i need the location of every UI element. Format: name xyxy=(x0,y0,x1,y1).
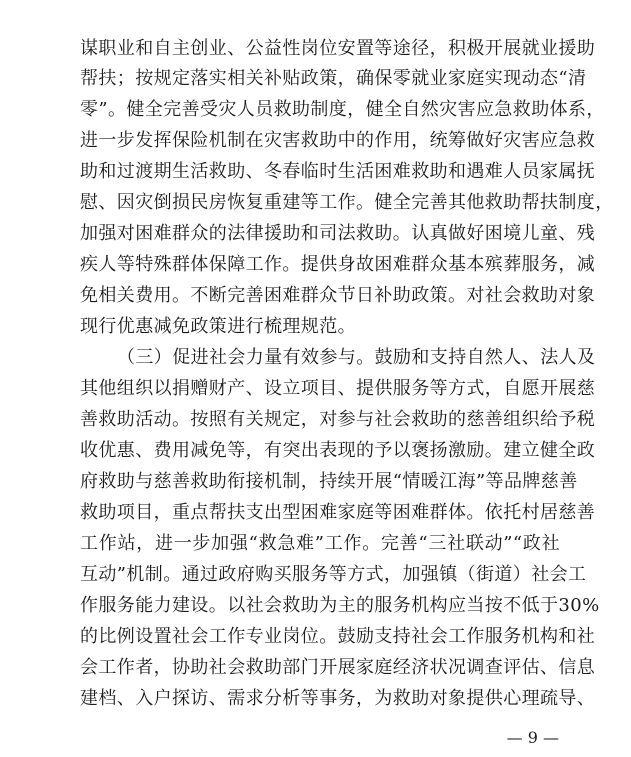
paragraph-line: 收优惠、费用减免等，有突出表现的予以褒扬激励。建立健全政 xyxy=(80,440,596,461)
paragraph-line: 善救助活动。按照有关规定，对参与社会救助的慈善组织给予税 xyxy=(80,409,596,430)
page-number: — 9 — xyxy=(506,728,559,747)
paragraph-line: 疾人等特殊群体保障工作。提供身故困难群众基本殡葬服务，减 xyxy=(80,254,596,275)
paragraph-line: 零”。健全完善受灾人员救助制度，健全自然灾害应急救助体系， xyxy=(80,99,605,120)
paragraph-line: 其他组织以捐赠财产、设立项目、提供服务等方式，自愿开展慈 xyxy=(80,378,596,399)
paragraph-line: 助和过渡期生活救助、冬春临时生活困难救助和遇难人员家属抚 xyxy=(80,161,596,182)
paragraph-line: 的比例设置社会工作专业岗位。鼓励支持社会工作服务机构和社 xyxy=(80,626,596,647)
paragraph-line: 救助项目，重点帮扶支出型困难家庭等困难群体。依托村居慈善 xyxy=(80,502,596,523)
paragraph-line: 作服务能力建设。以社会救助为主的服务机构应当按不低于30% xyxy=(80,595,600,616)
paragraph-line: 现行优惠减免政策进行梳理规范。 xyxy=(80,316,356,337)
paragraph-line: 进一步发挥保险机制在灾害救助中的作用，统筹做好灾害应急救 xyxy=(80,130,596,151)
section-heading-line: （三）促进社会力量有效参与。鼓励和支持自然人、法人及 xyxy=(117,347,596,368)
paragraph-line: 免相关费用。不断完善困难群众节日补助政策。对社会救助对象 xyxy=(80,285,596,306)
paragraph-line: 府救助与慈善救助衔接机制，持续开展“情暖江海”等品牌慈善 xyxy=(80,471,578,492)
paragraph-line: 加强对困难群众的法律援助和司法救助。认真做好困境儿童、残 xyxy=(80,223,596,244)
paragraph-line: 谋职业和自主创业、公益性岗位安置等途径，积极开展就业援助 xyxy=(80,38,596,59)
paragraph-line: 互动”机制。通过政府购买服务等方式，加强镇（街道）社会工 xyxy=(80,564,587,585)
paragraph-line: 工作站，进一步加强“救急难”工作。完善“三社联动”“政社 xyxy=(80,533,560,554)
paragraph-line: 建档、入户探访、需求分析等事务，为救助对象提供心理疏导、 xyxy=(80,688,596,709)
paragraph-line: 慰、因灾倒损民房恢复重建等工作。健全完善其他救助帮扶制度， xyxy=(80,192,614,213)
paragraph-line: 会工作者，协助社会救助部门开展家庭经济状况调查评估、信息 xyxy=(80,657,596,678)
paragraph-line: 帮扶；按规定落实相关补贴政策，确保零就业家庭实现动态“清 xyxy=(80,68,587,89)
